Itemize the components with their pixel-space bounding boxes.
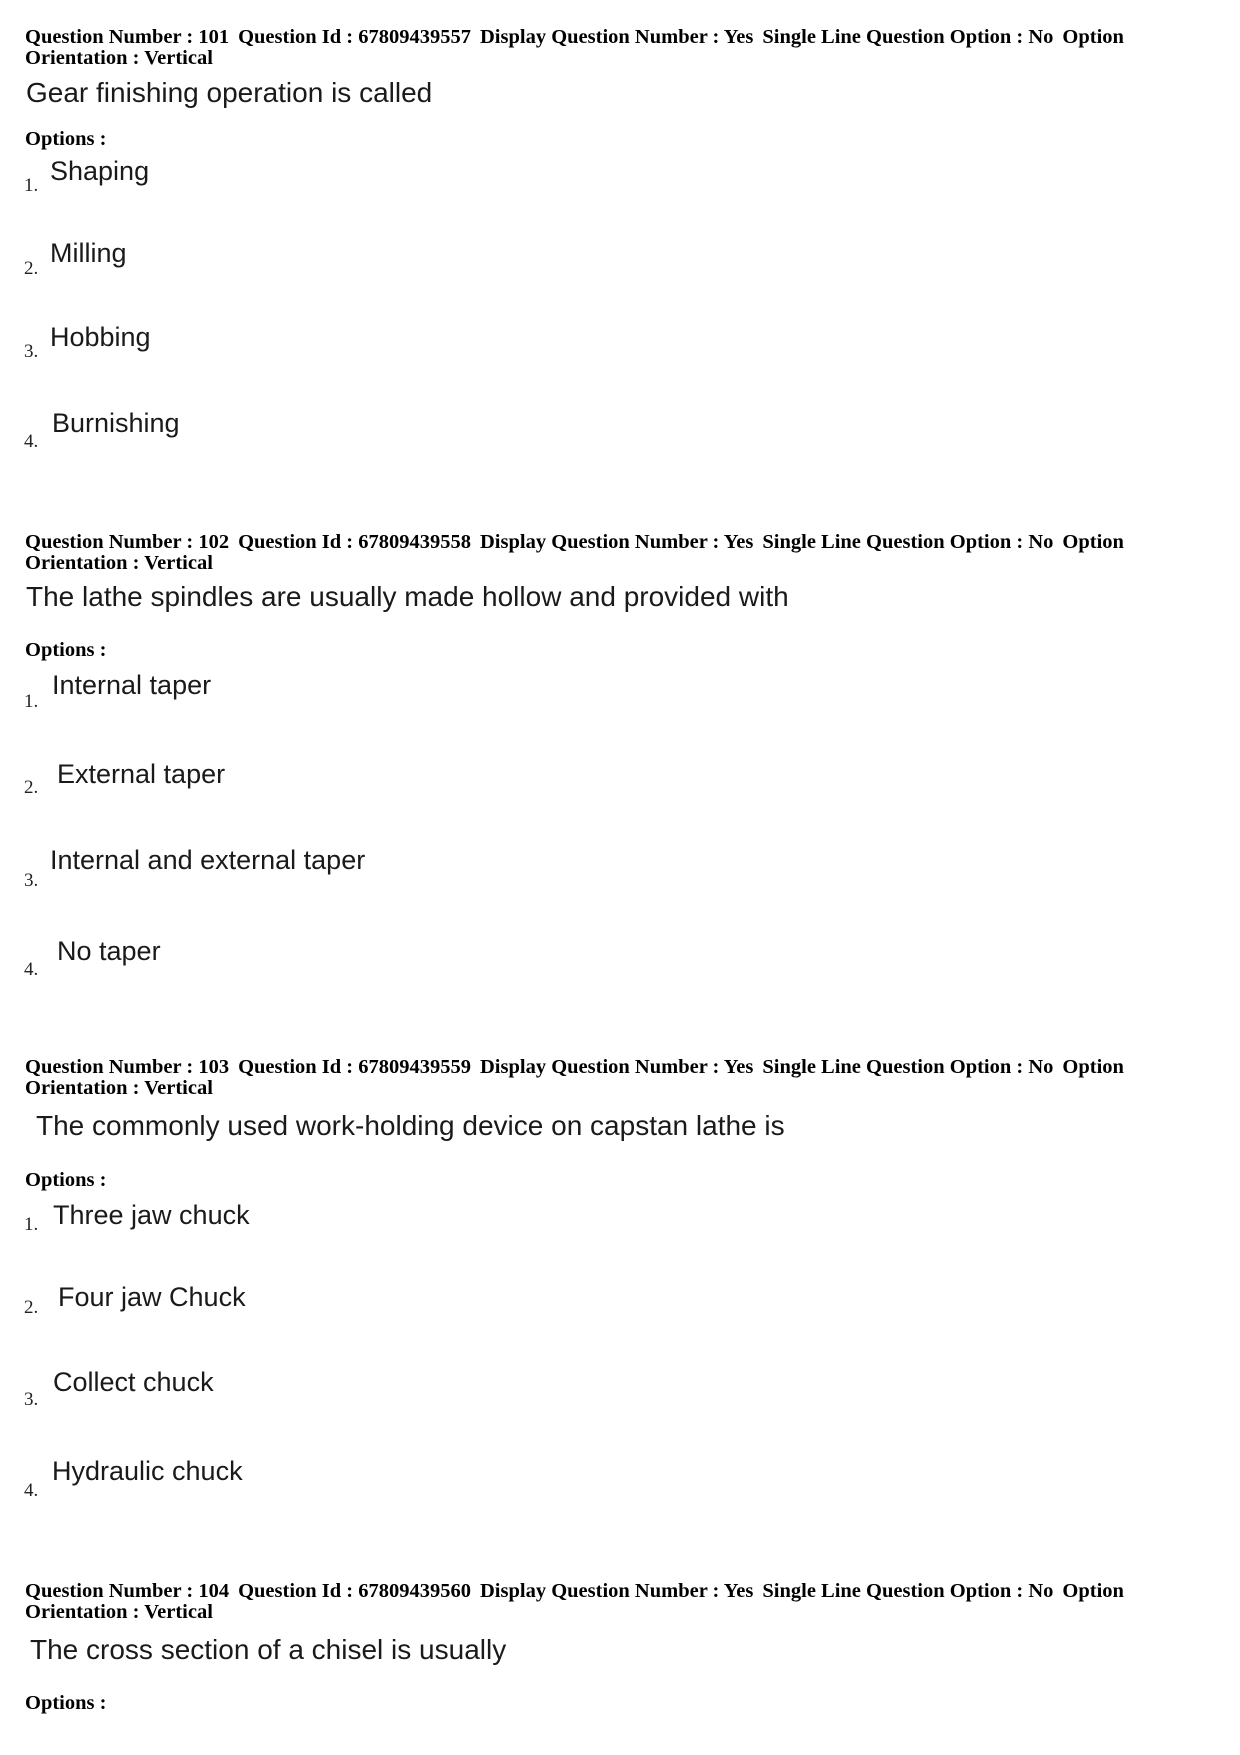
question-text: The cross section of a chisel is usually bbox=[30, 1634, 507, 1665]
question-text: The lathe spindles are usually made hollow and provided with bbox=[26, 581, 789, 612]
option-number: 3. bbox=[24, 1389, 39, 1410]
option-text: Hobbing bbox=[50, 322, 151, 352]
option-text: External taper bbox=[57, 759, 226, 789]
question-meta: Question Number : 102 Question Id : 67809439558 Display Question Number : Yes Single Line Question Option : No Option Orientation : Vertical bbox=[25, 531, 1124, 574]
question-meta: Question Number : 103 Question Id : 67809439559 Display Question Number : Yes Single Line Question Option : No Option Orientation : Vertical bbox=[25, 1056, 1124, 1099]
question-text: The commonly used work-holding device on capstan lathe is bbox=[36, 1110, 785, 1141]
option-number: 1. bbox=[24, 175, 39, 196]
option-text: Three jaw chuck bbox=[53, 1200, 250, 1230]
option-number: 3. bbox=[24, 341, 39, 362]
option-text: Shaping bbox=[50, 156, 150, 186]
question-meta: Question Number : 101 Question Id : 67809439557 Display Question Number : Yes Single Line Question Option : No Option Orientation : Vertical bbox=[25, 26, 1124, 69]
option-number: 2. bbox=[24, 777, 39, 798]
option-number: 4. bbox=[24, 1480, 39, 1501]
options-label: Options : bbox=[25, 1692, 107, 1714]
option-text: Four jaw Chuck bbox=[58, 1282, 246, 1312]
option-text: No taper bbox=[57, 936, 161, 966]
option-number: 3. bbox=[24, 870, 39, 891]
option-text: Milling bbox=[50, 238, 127, 268]
options-label: Options : bbox=[25, 639, 107, 661]
option-text: Hydraulic chuck bbox=[52, 1456, 243, 1486]
options-label: Options : bbox=[25, 128, 107, 150]
option-number: 1. bbox=[24, 1214, 39, 1235]
option-text: Internal and external taper bbox=[50, 845, 366, 875]
option-number: 2. bbox=[24, 1297, 39, 1318]
question-meta: Question Number : 104 Question Id : 67809439560 Display Question Number : Yes Single Line Question Option : No Option Orientation : Vertical bbox=[25, 1580, 1124, 1623]
option-number: 2. bbox=[24, 258, 39, 279]
option-text: Collect chuck bbox=[53, 1367, 214, 1397]
options-label: Options : bbox=[25, 1169, 107, 1191]
option-number: 4. bbox=[24, 959, 39, 980]
question-text: Gear finishing operation is called bbox=[26, 77, 433, 108]
option-number: 4. bbox=[24, 431, 39, 452]
option-number: 1. bbox=[24, 691, 39, 712]
option-text: Burnishing bbox=[52, 408, 180, 438]
option-text: Internal taper bbox=[52, 670, 212, 700]
